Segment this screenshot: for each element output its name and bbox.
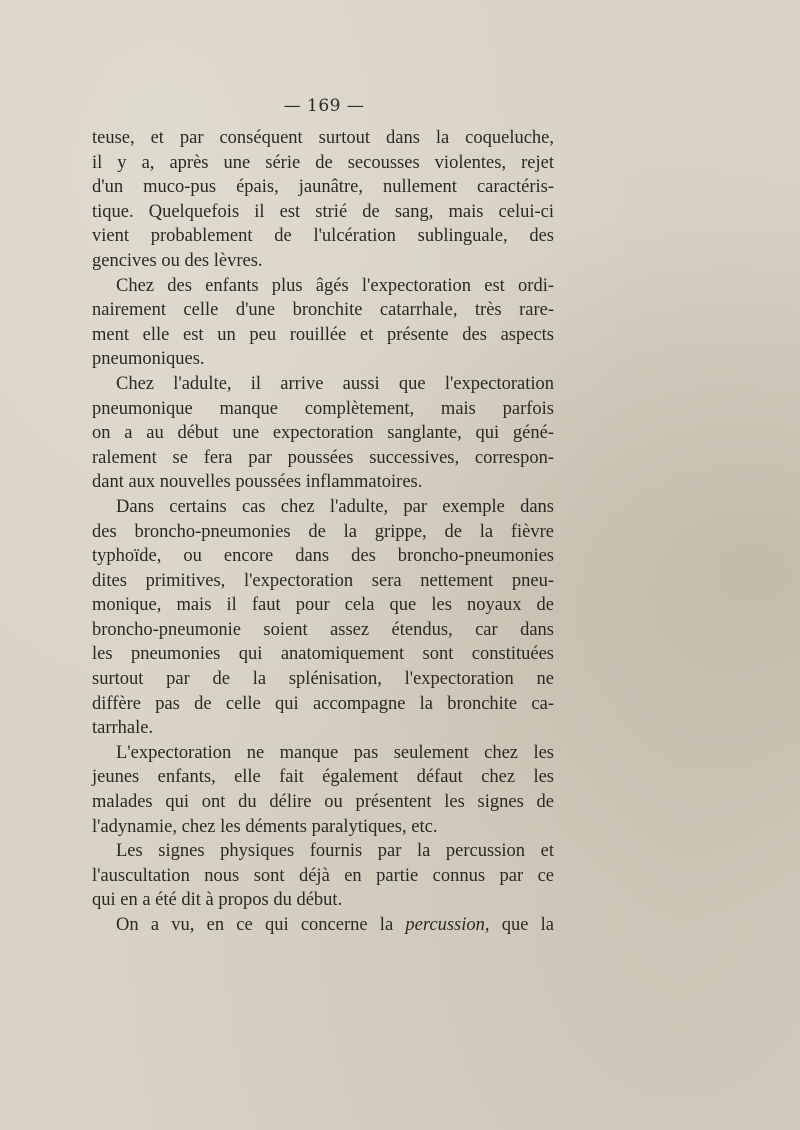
text-line: Chez l'adulte, il arrive aussi que l'expectoration	[116, 373, 554, 394]
text-line: Chez des enfants plus âgés l'expectoration est ordi-	[116, 275, 554, 296]
text-line: monique, mais il faut pour cela que les noyaux de	[92, 595, 554, 616]
text-fragment: , que la	[484, 915, 555, 935]
text-line: des broncho-pneumonies de la grippe, de la fièvre	[92, 521, 554, 542]
text-line: tique. Quelquefois il est strié de sang, mais celui-ci	[92, 201, 554, 222]
text-line: les pneumonies qui anatomiquement sont constituées	[92, 644, 554, 665]
text-line: Les signes physiques fournis par la percussion et	[116, 841, 554, 862]
text-line: d'un muco-pus épais, jaunâtre, nullement caractéris-	[92, 177, 554, 198]
text-line: Dans certains cas chez l'adulte, par exemple dans	[116, 496, 554, 517]
text-line: on a au début une expectoration sanglante, qui géné-	[92, 423, 554, 444]
text-line: malades qui ont du délire ou présentent les signes de	[92, 792, 554, 813]
text-line: pneumonique manque complètement, mais parfois	[92, 398, 554, 419]
text-line: L'expectoration ne manque pas seulement chez les	[116, 742, 554, 763]
text-line: dites primitives, l'expectoration sera nettement pneu-	[92, 570, 554, 591]
text-line: broncho-pneumonie soient assez étendus, car dans	[92, 619, 554, 640]
page-number: — 169 —	[283, 96, 365, 116]
text-line: il y a, après une série de secousses violentes, rejet	[92, 152, 554, 173]
text-line: l'adynamie, chez les déments paralytiques, etc.	[92, 816, 438, 837]
italic-term: percussion	[405, 915, 485, 935]
text-line: diffère pas de celle qui accompagne la bronchite ca-	[92, 693, 554, 714]
text-line: l'auscultation nous sont déjà en partie connus par ce	[92, 865, 554, 886]
text-fragment: On a vu, en ce qui concerne la	[116, 915, 406, 935]
text-line: jeunes enfants, elle fait également défaut chez les	[92, 767, 554, 788]
text-line: dant aux nouvelles poussées inflammatoires.	[92, 472, 423, 493]
text-line: surtout par de la splénisation, l'expectoration ne	[92, 669, 554, 690]
text-line: qui en a été dit à propos du début.	[92, 890, 343, 911]
text-line: nairement celle d'une bronchite catarrhale, très rare-	[92, 300, 554, 321]
text-line: tarrhale.	[92, 718, 154, 739]
text-line: vient probablement de l'ulcération sublinguale, des	[92, 226, 554, 247]
text-line: ment elle est un peu rouillée et présente des aspects	[92, 324, 554, 345]
text-line: gencives ou des lèvres.	[92, 250, 263, 271]
text-line: typhoïde, ou encore dans des broncho-pneumonies	[92, 546, 554, 567]
body-text	[92, 126, 554, 938]
text-line: ralement se fera par poussées successives, correspon-	[92, 447, 554, 468]
text-line	[92, 913, 554, 938]
text-line: teuse, et par conséquent surtout dans la coqueluche,	[92, 128, 554, 148]
text-line: pneumoniques.	[92, 349, 205, 370]
